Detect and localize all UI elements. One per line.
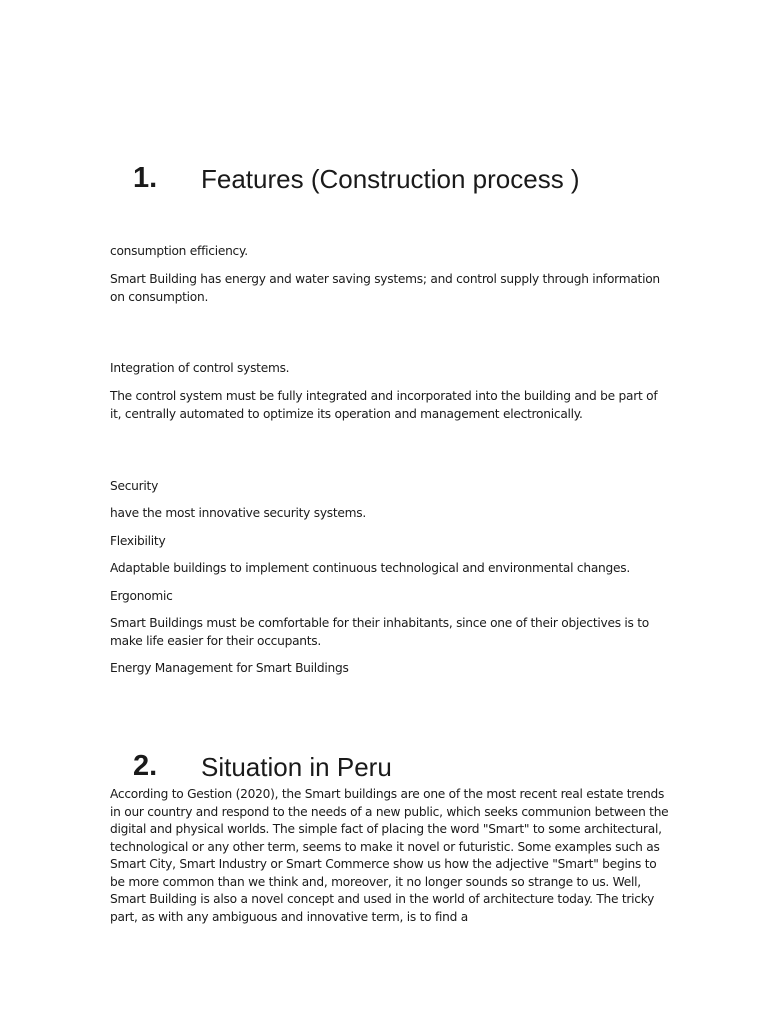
section-number: 1. xyxy=(133,162,158,194)
paragraph: have the most innovative security systems. xyxy=(110,506,367,520)
paragraph: The control system must be fully integrated and incorporated into the building and be part of it, centrally automated to optimize its operation and management electronically. xyxy=(110,389,658,421)
paragraph: According to Gestion (2020), the Smart buildings are one of the most recent real estate trends in our country and respond to the needs of a new public, which seeks communion between the digital and physical worlds. The simple fact of placing the word "Smart" to some architectural, technological or any other term, seems to make it novel or futuristic. Some examples such as Smart City, Smart Industry or Smart Commerce show us how the adjective "Smart" begins to be more common than we think and, moreover, it no longer sounds so strange to us. Well, Smart Building is also a novel concept and used in the world of architecture today. The tricky part, as with any ambiguous and innovative term, is to find a xyxy=(110,787,669,924)
section-number: 2. xyxy=(133,750,158,782)
paragraph: Ergonomic xyxy=(110,589,173,603)
paragraph: Adaptable buildings to implement continuous technological and environmental changes. xyxy=(110,561,630,575)
paragraph: Flexibility xyxy=(110,534,166,548)
paragraph: Smart Building has energy and water saving systems; and control supply through information on consumption. xyxy=(110,272,660,304)
paragraph: Security xyxy=(110,479,159,493)
section-title: Features (Construction process ) xyxy=(201,164,580,194)
paragraph: Smart Buildings must be comfortable for their inhabitants, since one of their objectives is to make life easier for their occupants. xyxy=(110,616,650,648)
section-2-heading xyxy=(0,746,768,786)
section-title: Situation in Peru xyxy=(201,752,392,782)
paragraph: Energy Management for Smart Buildings xyxy=(110,661,349,675)
section-1-heading xyxy=(0,158,768,198)
paragraph: consumption efficiency. xyxy=(110,244,248,258)
paragraph: Integration of control systems. xyxy=(110,361,290,375)
